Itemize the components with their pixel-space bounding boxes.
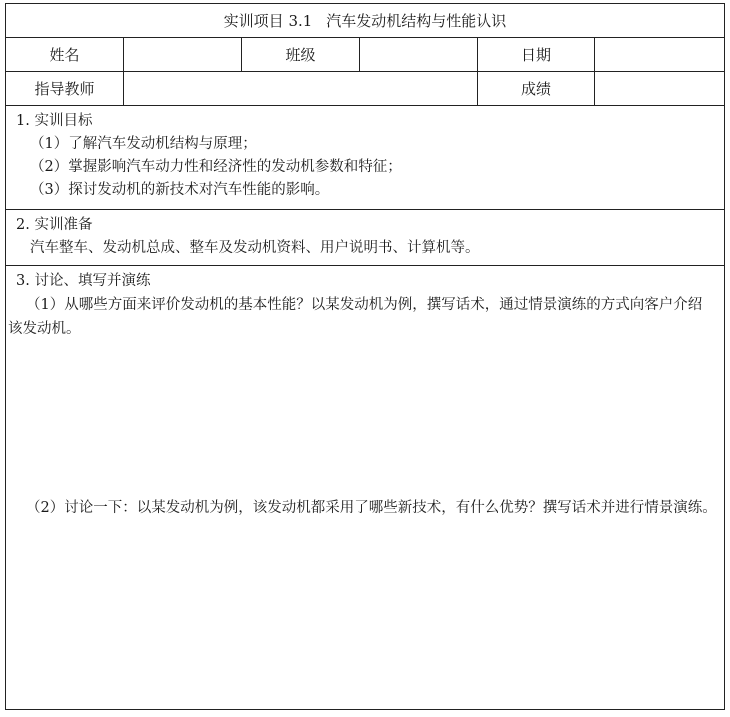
score-field[interactable] (595, 72, 724, 105)
objectives-heading: 1. 实训目标 (16, 113, 93, 129)
training-form (5, 3, 725, 710)
objective-item: （3）探讨发动机的新技术对汽车性能的影响。 (30, 182, 330, 198)
project-name: 汽车发动机结构与性能认识 (326, 12, 507, 30)
section-objectives (6, 106, 724, 210)
discussion-heading: 3. 讨论、填写并演练 (16, 273, 151, 289)
info-row-1 (6, 38, 724, 72)
section-discussion (6, 266, 724, 709)
discussion-question-2: （2）讨论一下：以某发动机为例，该发动机都采用了哪些新技术，有什么优势？撰写话术并进行情景演练。 (26, 500, 717, 516)
objective-item: （2）掌握影响汽车动力性和经济性的发动机参数和特征； (30, 159, 402, 175)
form-title (6, 4, 724, 38)
objective-item: （1）了解汽车发动机结构与原理； (30, 136, 257, 152)
date-field[interactable] (595, 38, 724, 71)
class-field[interactable] (360, 38, 478, 71)
discussion-question-1: （1）从哪些方面来评价发动机的基本性能？以某发动机为例，撰写话术，通过情景演练的方式向客户介绍该发动机。 (8, 297, 703, 337)
preparation-text: 汽车整车、发动机总成、整车及发动机资料、用户说明书、计算机等。 (30, 240, 480, 256)
teacher-field[interactable] (124, 72, 478, 105)
name-field[interactable] (124, 38, 242, 71)
teacher-label: 指导教师 (6, 72, 124, 105)
section-preparation (6, 210, 724, 266)
class-label: 班级 (242, 38, 360, 71)
date-label: 日期 (478, 38, 595, 71)
project-number: 实训项目 3.1 (223, 12, 313, 30)
name-label: 姓名 (6, 38, 124, 71)
score-label: 成绩 (478, 72, 595, 105)
preparation-heading: 2. 实训准备 (16, 217, 93, 233)
info-row-2 (6, 72, 724, 106)
